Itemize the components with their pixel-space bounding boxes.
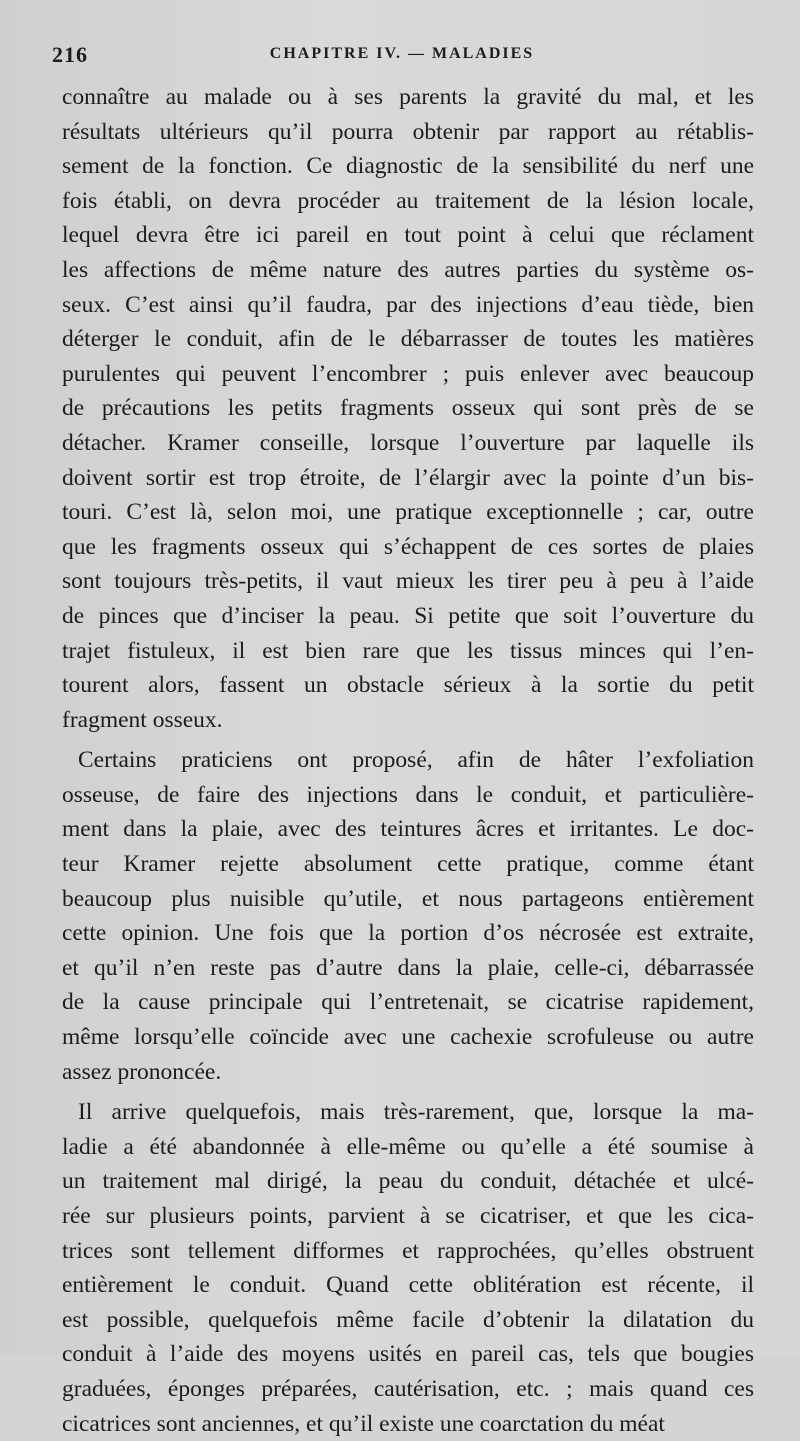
- text-line: osseuse, de faire des injections dans le conduit, et particulière-: [62, 781, 754, 808]
- text-line: résultats ultérieurs qu’il pourra obtenir par rapport au rétablis-: [62, 118, 754, 145]
- text-line: ment dans la plaie, avec des teintures âcres et irritantes. Le doc-: [62, 816, 754, 843]
- text-line: trajet fistuleux, il est bien rare que les tissus minces qui l’en-: [62, 637, 754, 664]
- paragraph: [62, 743, 754, 1089]
- page-header: [52, 42, 752, 72]
- running-head: CHAPITRE IV. — MALADIES: [269, 45, 535, 62]
- text-line: teur Kramer rejette absolument cette pratique, comme étant: [62, 851, 754, 878]
- text-line: trices sont tellement difformes et rapprochées, qu’elles obstruent: [62, 1237, 754, 1264]
- text-line: fragment osseux.: [62, 706, 223, 733]
- text-line: tourent alors, fassent un obstacle sérieux à la sortie du petit: [62, 672, 754, 699]
- text-line: est possible, quelquefois même facile d’obtenir la dilatation du: [62, 1306, 754, 1333]
- text-line: de pinces que d’inciser la peau. Si petite que soit l’ouverture du: [62, 602, 754, 629]
- text-line: seux. C’est ainsi qu’il faudra, par des injections d’eau tiède, bien: [62, 291, 754, 318]
- paragraph: [62, 1095, 754, 1441]
- text-line: cicatrices sont anciennes, et qu’il existe une coarctation du méat: [62, 1410, 665, 1437]
- text-line: et qu’il n’en reste pas d’autre dans la plaie, celle-ci, débarrassée: [62, 954, 754, 981]
- text-line: même lorsqu’elle coïncide avec une cachexie scrofuleuse ou autre: [62, 1024, 754, 1051]
- text-line: déterger le conduit, afin de le débarrasser de toutes les matières: [62, 326, 754, 353]
- page-number: 216: [52, 42, 88, 67]
- text-line: ladie a été abandonnée à elle-même ou qu’elle a été soumise à: [62, 1133, 754, 1160]
- text-line: un traitement mal dirigé, la peau du conduit, détachée et ulcé-: [62, 1168, 754, 1195]
- text-line: fois établi, on devra procéder au traitement de la lésion locale,: [62, 187, 754, 214]
- text-line: purulentes qui peuvent l’encombrer ; puis enlever avec beaucoup: [62, 360, 754, 387]
- text-line: graduées, éponges préparées, cautérisation, etc. ; mais quand ces: [62, 1375, 754, 1402]
- text-line: touri. C’est là, selon moi, une pratique exceptionnelle ; car, outre: [62, 499, 754, 526]
- body-text: [62, 80, 754, 1441]
- text-line: de la cause principale qui l’entretenait, se cicatrise rapidement,: [62, 989, 754, 1016]
- text-line: que les fragments osseux qui s’échappent de ces sortes de plaies: [62, 533, 754, 560]
- text-line: assez prononcée.: [62, 1058, 222, 1085]
- text-line: les affections de même nature des autres parties du système os-: [62, 256, 754, 283]
- text-line: beaucoup plus nuisible qu’utile, et nous partageons entièrement: [62, 885, 754, 912]
- text-line: Il arrive quelquefois, mais très-rarement, que, lorsque la ma-: [78, 1099, 754, 1126]
- text-line: connaître au malade ou à ses parents la gravité du mal, et les: [62, 84, 754, 110]
- text-line: entièrement le conduit. Quand cette oblitération est récente, il: [62, 1272, 754, 1299]
- text-line: lequel devra être ici pareil en tout point à celui que réclament: [62, 222, 754, 249]
- paragraph: [62, 80, 754, 737]
- text-line: détacher. Kramer conseille, lorsque l’ouverture par laquelle ils: [62, 429, 754, 456]
- text-line: de précautions les petits fragments osseux qui sont près de se: [62, 395, 754, 422]
- text-line: sont toujours très-petits, il vaut mieux les tirer peu à peu à l’aide: [62, 568, 754, 595]
- text-line: Certains praticiens ont proposé, afin de hâter l’exfoliation: [78, 747, 754, 774]
- text-line: doivent sortir est trop étroite, de l’élargir avec la pointe d’un bis-: [62, 464, 754, 491]
- text-line: rée sur plusieurs points, parvient à se cicatriser, et que les cica-: [62, 1203, 754, 1229]
- text-line: cette opinion. Une fois que la portion d’os nécrosée est extraite,: [62, 920, 754, 947]
- text-line: sement de la fonction. Ce diagnostic de la sensibilité du nerf une: [62, 153, 754, 180]
- text-line: conduit à l’aide des moyens usités en pareil cas, tels que bougies: [62, 1341, 754, 1368]
